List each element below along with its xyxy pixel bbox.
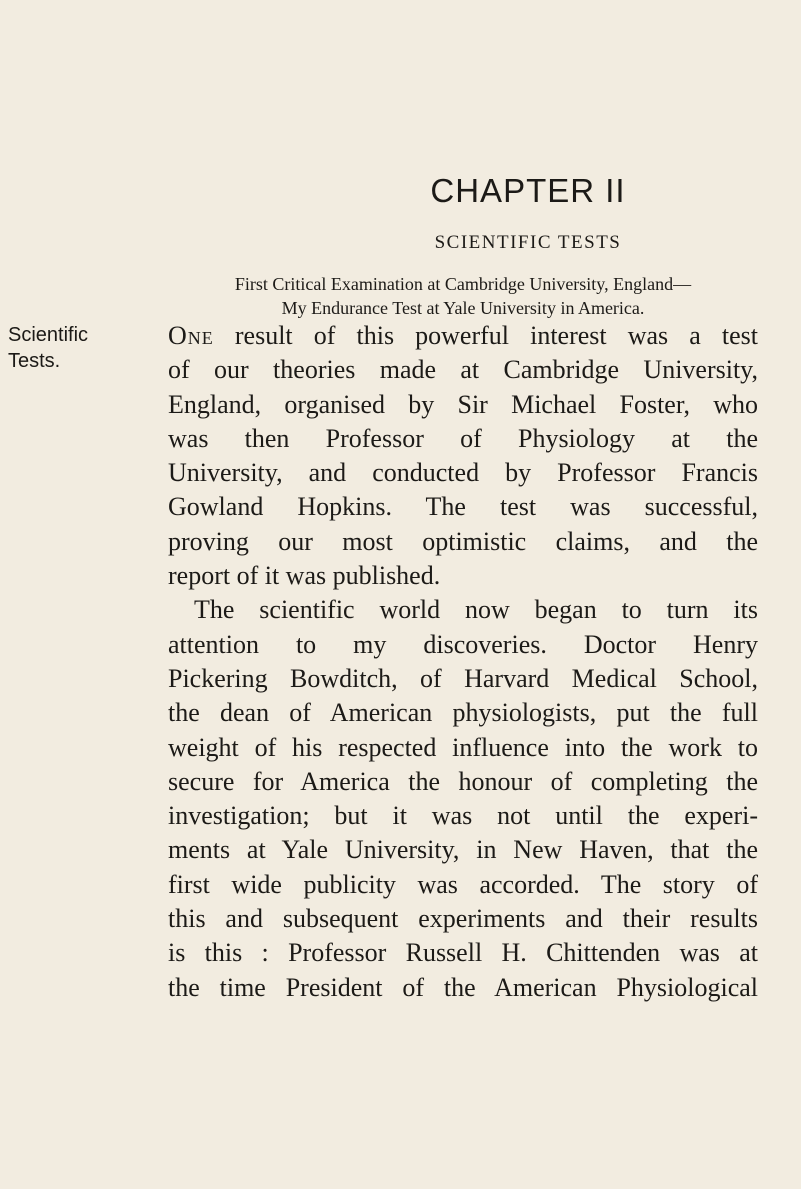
chapter-title: SCIENTIFIC TESTS (434, 232, 622, 253)
body-line: The scientific world now began to turn its (194, 595, 758, 625)
body-line: the time President of the American Physiological (168, 972, 758, 1002)
sidenote-line: Scientific (8, 324, 89, 346)
body-line: the dean of American physiologists, put the full (168, 698, 758, 728)
synopsis-line: First Critical Examination at Cambridge University, England— (234, 274, 692, 294)
body-line: attention to my discoveries. Doctor Henry (168, 629, 758, 659)
body-line: secure for America the honour of completing the (168, 766, 758, 796)
body-line: University, and conducted by Professor Francis (168, 458, 758, 488)
body-line: weight of his respected influence into the work to (168, 732, 758, 762)
body-line (168, 319, 758, 353)
body-line: Gowland Hopkins. The test was successful, (168, 492, 758, 522)
body-line: investigation; but it was not until the experi- (168, 801, 758, 831)
body-text (168, 319, 758, 1005)
body-line: proving our most optimistic claims, and the (168, 526, 758, 556)
body-line: of our theories made at Cambridge University, (168, 355, 758, 385)
opening-line-text: result of this powerful interest was a test (213, 321, 758, 350)
body-line: Pickering Bowditch, of Harvard Medical School, (168, 663, 758, 693)
body-line: ments at Yale University, in New Haven, that the (168, 835, 758, 865)
body-line: England, organised by Sir Michael Foster, who (168, 389, 758, 419)
body-line: first wide publicity was accorded. The story of (168, 869, 758, 899)
body-line: report of it was published. (168, 561, 441, 591)
body-line: is this : Professor Russell H. Chittenden was at (168, 938, 758, 968)
chapter-heading: CHAPTER II (430, 172, 626, 209)
sidenote-line: Tests. (8, 350, 61, 372)
synopsis-line: My Endurance Test at Yale University in America. (281, 298, 645, 318)
chapter-synopsis (168, 272, 758, 320)
opening-word: One (168, 321, 214, 350)
body-line: was then Professor of Physiology at the (168, 423, 758, 453)
body-line: this and subsequent experiments and their results (168, 904, 758, 934)
margin-sidenote (8, 322, 148, 374)
